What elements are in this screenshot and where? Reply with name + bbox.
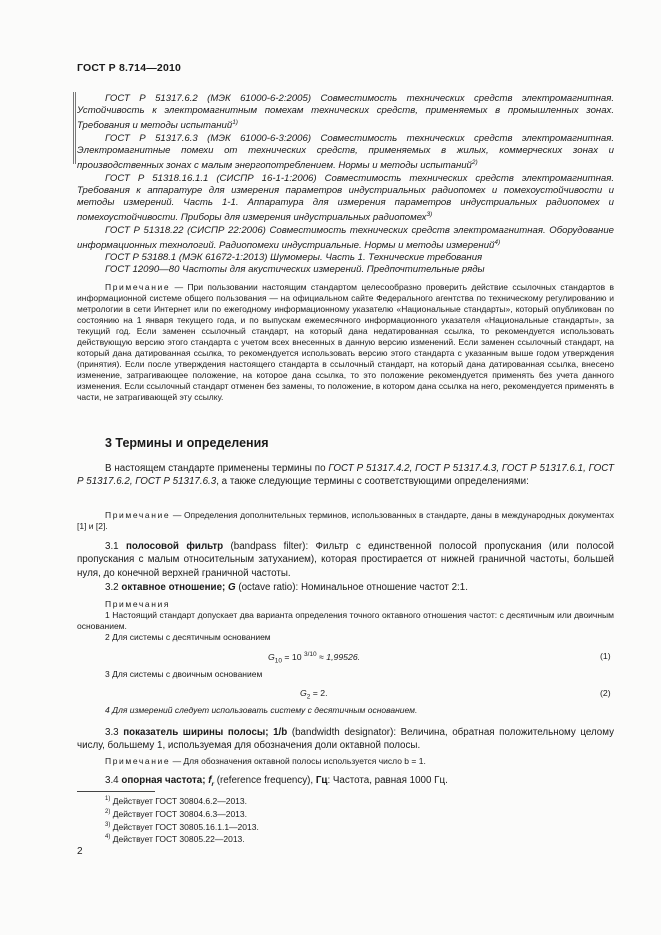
note-text: — При пользовании настоящим стандартом целесообразно проверить действие ссылочных стандартов в информационной системе общего пользования — на официальном сайте Федерального агентства по техническому регулированию и метрологии в сети Интернет или по ежегодному информационному указателю «Национальные стандарты», который опубликован по состоянию на 1 января текущего года, и по выпускам ежемесячного информационного указателя «Национальные стандарты», за текущий год. Если заменен ссылочный стандарт, на который дана недатированная ссылка, то рекомендуется использовать действующую версию этого стандарта с учетом всех внесенных в данную версию изменений. Если заменен ссылочный стандарт, на который дана датированная ссылка, то рекомендуется использовать версию этого стандарта с указанным выше годом утверждения (принятия). Если после утверждения настоящего стандарта в ссылочный стандарт, на который дана датированная ссылка, внесено изменение, затрагивающее положение, на которое дана ссылка, то это положение рекомендуется применять без учета данного изменения. Если ссылочный стандарт отменен без замены, то положение, в котором дана ссылка на него, рекомендуется применять в части, не затрагивающей эту ссылку. xyxy=(77,282,614,402)
note-4: 4 Для измерений следует использовать систему с десятичным основанием. xyxy=(105,705,418,715)
footnotes xyxy=(105,794,259,845)
note-3: 3 Для системы с двоичным основанием xyxy=(105,669,263,679)
footnote-separator xyxy=(77,791,155,792)
change-bar-2 xyxy=(75,92,76,164)
footnote: $^{1)}$ Действует ГОСТ 30804.6.2—2013. xyxy=(105,795,247,806)
bandwidth-note: Примечание — Для обозначения октавной полосы используется число b = 1. xyxy=(105,756,426,766)
footnote: $^{3)}$ Действует ГОСТ 30805.16.1.1—2013. xyxy=(105,821,259,832)
document-header: ГОСТ Р 8.714—2010 xyxy=(77,62,182,74)
reference-item: ГОСТ Р 51317.6.3 (МЭК 61000-6-3:2006) Совместимость технических средств электромагнитная. Электромагнитные помехи от технических средств, применяемых в жилых, коммерческих зонах и производственных зонах с малым энергопотреблением. Нормы и методы испытаний$^{2)}$ xyxy=(77,132,614,172)
reference-item: ГОСТ Р 51318.16.1.1 (СИСПР 16-1-1:2006) Совместимость технических средств электромагнитная. Требования к аппаратуре для измерения параметров индустриальных радиопомех и помехоустойчивости и методы измерений. Часть 1-1. Аппаратура для измерения параметров индустриальных радиопомех и помехоустойчивости. Приборы для измерения индустриальных радиопомех$^{3)}$ xyxy=(77,172,614,224)
formula-1-number: (1) xyxy=(600,651,611,661)
page-number: 2 xyxy=(77,846,83,857)
note-label: Примечание xyxy=(105,282,171,292)
term-3-4: 3.4 опорная частота; $f_r$ (reference frequency), Гц: Частота, равная 1000 Гц. xyxy=(105,775,448,788)
reference-item: ГОСТ Р 51317.6.2 (МЭК 61000-6-2:2005) Совместимость технических средств электромагнитная. Устойчивость к электромагнитным помехам технических средств, применяемых в промышленных зонах. Требования и методы испытаний$^{1)}$ xyxy=(77,93,614,132)
section-intro: В настоящем стандарте применены термины по ГОСТ Р 51317.4.2, ГОСТ Р 51317.4.3, ГОСТ Р 51317.6.1, ГОСТ Р 51317.6.2, ГОСТ Р 51317.6.3, а также следующие термины с соответствующими определениями: xyxy=(77,463,615,488)
formula-2-number: (2) xyxy=(600,688,611,698)
term-3-2-notes: Примечания 1 Настоящий стандарт допускает два варианта определения точного октавного отношения частот: с десятичным или двоичным основанием. 2 Для системы с десятичным основанием xyxy=(77,599,614,642)
formula-2: $G_2 = 2$. xyxy=(300,688,328,701)
reference-item: ГОСТ Р 53188.1 (МЭК 61672-1:2013) Шумомеры. Часть 1. Технические требования xyxy=(105,252,483,264)
normative-references xyxy=(77,93,614,277)
footnote: $^{4)}$ Действует ГОСТ 30805.22—2013. xyxy=(105,834,245,845)
references-note xyxy=(77,282,614,403)
section-title: 3 Термины и определения xyxy=(105,436,269,450)
reference-item: ГОСТ 12090—80 Частоты для акустических измерений. Предпочтительные ряды xyxy=(105,264,485,276)
change-bar xyxy=(73,92,74,164)
term-3-1: 3.1 полосовой фильтр (bandpass filter): Фильтр с единственной полосой пропускания (или полосой пропускания с малым относительным затуханием), которая простирается от нижней граничной частоты, большей нуля, до конечной верхней граничной частоты. xyxy=(77,541,614,579)
terms-note: Примечание — Определения дополнительных терминов, использованных в стандарте, даны в международных документах [1] и [2]. xyxy=(77,510,614,531)
footnote: $^{2)}$ Действует ГОСТ 30804.6.3—2013. xyxy=(105,808,247,819)
reference-item: ГОСТ Р 51318.22 (СИСПР 22:2006) Совместимость технических средств электромагнитная. Оборудование информационных технологий. Радиопомехи индустриальные. Нормы и методы измерений$^{4)}$ xyxy=(77,224,614,251)
term-3-3: 3.3 показатель ширины полосы; 1/b (bandwidth designator): Величина, обратная положительному целому числу, большему 1, используемая для обозначения доли октавной полосы. xyxy=(77,727,615,752)
term-3-2: 3.2 октавное отношение; G (octave ratio): Номинальное отношение частот 2:1. xyxy=(105,582,468,593)
formula-1: $G_{10} = 10$ $^{3/10}$ ≈ 1,99526. xyxy=(268,651,361,665)
